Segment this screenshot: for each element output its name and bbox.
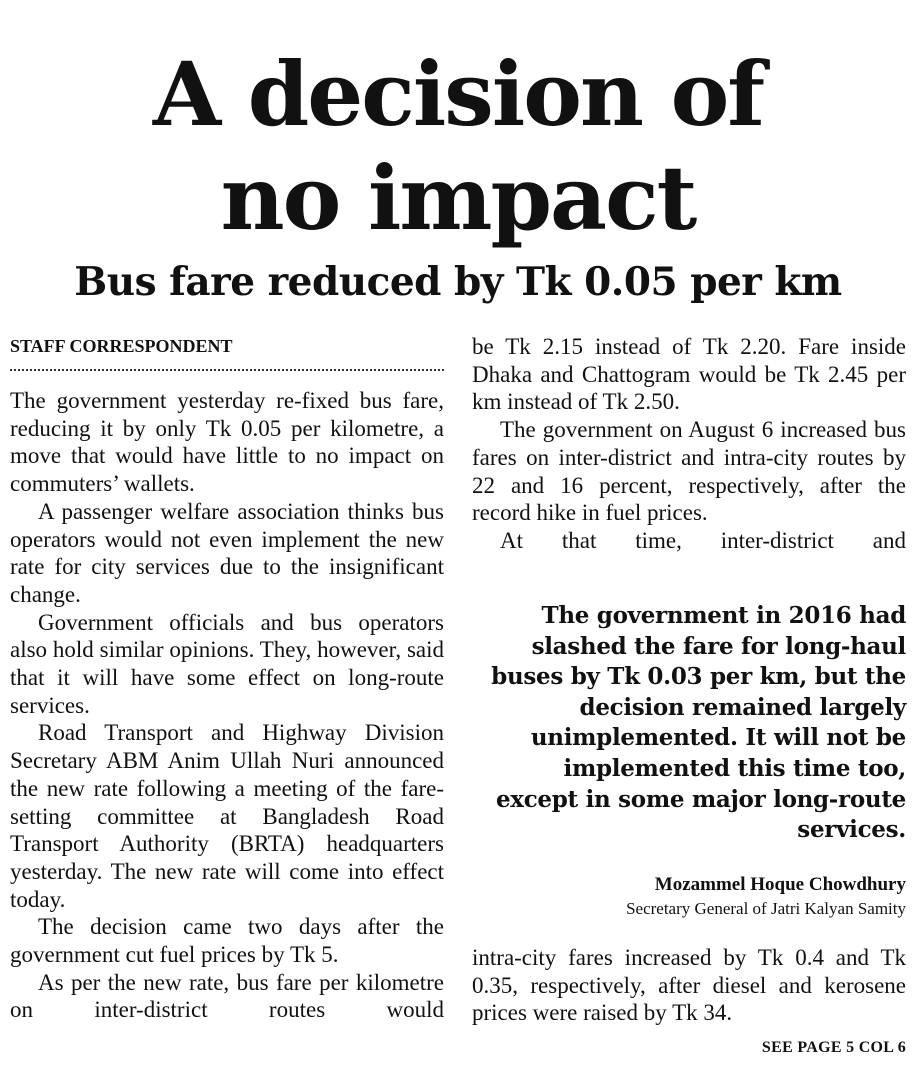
article-column-right-bottom: [472, 944, 906, 1027]
paragraph: be Tk 2.15 instead of Tk 2.20. Fare inside Dhaka and Chattogram would be Tk 2.45 per km instead of Tk 2.50.: [472, 334, 906, 415]
subheadline: Bus fare reduced by Tk 0.05 per km: [74, 259, 842, 305]
headline-line-1: A decision of: [152, 42, 764, 146]
headline-line-2: no impact: [220, 146, 696, 250]
jump-line: SEE PAGE 5 COL 6: [761, 1039, 906, 1056]
pull-quote-attribution-title: Secretary General of Jatri Kalyan Samity: [626, 899, 906, 918]
headline: [0, 42, 916, 250]
paragraph: As per the new rate, bus fare per kilometre on inter-district routes would: [10, 969, 444, 1023]
paragraph: Road Transport and Highway Division Secretary ABM Anim Ullah Nuri announced the new rate following a meeting of the fare-setting committee at Bangladesh Road Transport Authority (BRTA) headquarters yesterday. The new rate will come into effect today.: [10, 720, 444, 912]
byline: STAFF CORRESPONDENT: [10, 335, 444, 371]
paragraph: At that time, inter-district and: [500, 527, 906, 553]
paragraph: The government on August 6 increased bus fares on inter-district and intra-city routes by 22 and 16 percent, respectively, after the record hike in fuel prices.: [472, 417, 906, 526]
paragraph: A passenger welfare association thinks bus operators would not even implement the new rate for city services due to the insignificant change.: [10, 498, 444, 607]
pull-quote-attribution-name: Mozammel Hoque Chowdhury: [654, 874, 906, 895]
paragraph: The government yesterday re-fixed bus fare, reducing it by only Tk 0.05 per kilometre, a move that would have little to no impact on commuters’ wallets.: [10, 388, 444, 497]
article-column-right-top: [472, 333, 906, 555]
paragraph: The decision came two days after the government cut fuel prices by Tk 5.: [10, 914, 444, 968]
paragraph: intra-city fares increased by Tk 0.4 and Tk 0.35, respectively, after diesel and kerosene prices were raised by Tk 34.: [472, 945, 906, 1026]
article-column-left: [10, 387, 444, 1024]
paragraph: Government officials and bus operators also hold similar opinions. They, however, said that it will have some effect on long-route services.: [10, 609, 444, 718]
pull-quote: The government in 2016 had slashed the fare for long-haul buses by Tk 0.03 per km, but the decision remained largely unimplemented. It will not be implemented this time too, except in some major long-route services.: [491, 602, 906, 844]
